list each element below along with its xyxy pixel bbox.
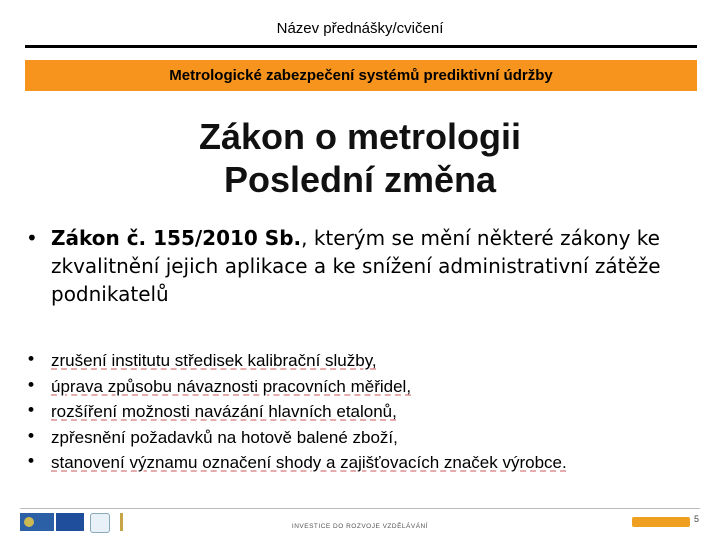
list-item <box>26 399 696 425</box>
slide-title <box>0 115 720 201</box>
change-list <box>26 348 696 476</box>
header-rule <box>25 45 697 48</box>
footer-text: INVESTICE DO ROZVOJE VZDĚLÁVÁNÍ <box>291 523 429 530</box>
list-item-text: rozšíření možnosti navázání hlavních etalonů, <box>51 402 397 421</box>
list-item <box>26 450 696 476</box>
main-bullet-text <box>51 224 696 308</box>
bullet-dot: • <box>26 226 38 250</box>
law-reference: Zákon č. 155/2010 Sb. <box>51 226 302 250</box>
university-logo-icon <box>632 517 690 527</box>
slide-title-line-1: Zákon o metrologii <box>198 116 521 157</box>
law-description: , kterým se mění některé zákony ke zkvalitnění jejich aplikace a ke snížení administrativní zátěže podnikatelů <box>51 226 661 306</box>
page-number: 5 <box>694 514 700 524</box>
list-item-text: zpřesnění požadavků na hotově balené zboží, <box>51 427 398 447</box>
list-item <box>26 374 696 400</box>
list-item-text: stanovení významu označení shody a zajišťovacích značek výrobce. <box>51 453 567 472</box>
bullet-dot: • <box>26 350 37 370</box>
main-bullet <box>26 224 696 308</box>
list-item-text: zrušení institutu středisek kalibrační služby, <box>51 351 377 370</box>
list-item-text: úprava způsobu návaznosti pracovních měřidel, <box>51 376 412 396</box>
slide-title-line-2: Poslední změna <box>223 159 497 200</box>
footer-rule <box>20 508 700 509</box>
list-item <box>26 425 696 451</box>
bullet-dot: • <box>26 401 37 421</box>
course-title: Název přednášky/cvičení <box>276 20 444 37</box>
list-item <box>26 348 696 374</box>
bullet-dot: • <box>26 375 37 396</box>
subject-bar: Metrologické zabezpečení systémů prediktivní údržby <box>25 60 697 91</box>
bullet-dot: • <box>26 452 37 472</box>
bullet-dot: • <box>26 426 37 447</box>
